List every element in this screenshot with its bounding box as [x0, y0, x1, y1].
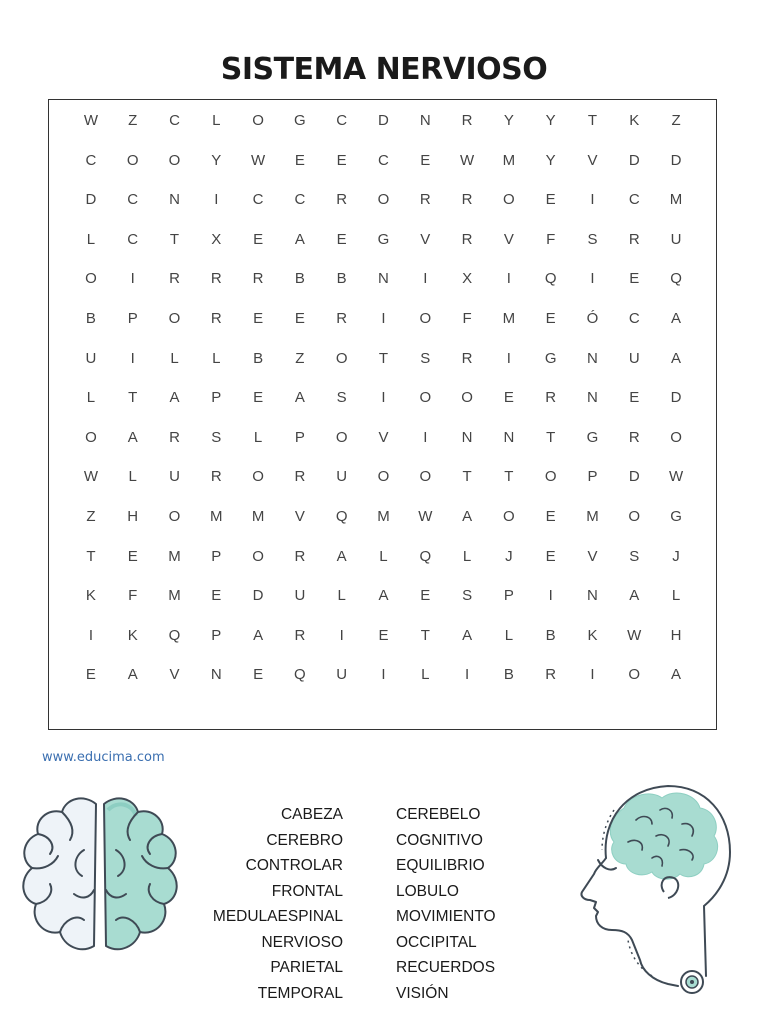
head-profile-icon: [556, 780, 732, 1000]
grid-letter[interactable]: O: [628, 666, 641, 684]
grid-letter[interactable]: S: [629, 547, 640, 565]
grid-letter[interactable]: C: [127, 191, 139, 209]
grid-letter[interactable]: M: [502, 309, 516, 327]
grid-letter[interactable]: M: [669, 191, 683, 209]
grid-letter[interactable]: S: [211, 428, 222, 446]
grid-letter[interactable]: E: [545, 547, 556, 565]
grid-letter[interactable]: W: [418, 507, 433, 525]
grid-letter[interactable]: L: [671, 587, 681, 605]
word-list-item: FRONTAL: [271, 882, 343, 900]
grid-letter[interactable]: E: [85, 666, 96, 684]
grid-letter[interactable]: E: [294, 309, 305, 327]
grid-letter[interactable]: E: [294, 151, 305, 169]
grid-letter[interactable]: E: [127, 547, 138, 565]
grid-letter[interactable]: O: [335, 428, 348, 446]
grid-letter[interactable]: S: [462, 587, 473, 605]
word-list-item: CABEZA: [280, 806, 343, 823]
grid-letter[interactable]: N: [169, 191, 180, 209]
grid-letter[interactable]: V: [587, 151, 598, 169]
grid-letter[interactable]: E: [336, 151, 347, 169]
grid-letter[interactable]: Q: [335, 507, 348, 525]
grid-letter[interactable]: G: [544, 349, 557, 367]
grid-letter[interactable]: M: [251, 507, 265, 525]
grid-letter[interactable]: L: [504, 626, 514, 644]
grid-letter[interactable]: B: [336, 270, 347, 288]
grid-letter[interactable]: N: [587, 389, 598, 407]
grid-letter[interactable]: P: [127, 309, 138, 327]
grid-letter[interactable]: I: [423, 270, 428, 288]
grid-letter[interactable]: E: [545, 309, 556, 327]
grid-letter[interactable]: T: [546, 428, 556, 446]
grid-letter[interactable]: A: [462, 626, 473, 644]
grid-letter[interactable]: O: [85, 270, 97, 288]
grid-letter[interactable]: I: [464, 666, 470, 684]
grid-letter[interactable]: S: [420, 349, 431, 367]
grid-letter[interactable]: B: [85, 309, 96, 327]
grid-letter[interactable]: L: [212, 112, 221, 129]
grid-letter[interactable]: L: [128, 468, 137, 486]
grid-letter[interactable]: U: [670, 230, 682, 248]
grid-letter[interactable]: W: [251, 151, 266, 169]
grid-letter[interactable]: U: [294, 587, 306, 605]
grid-letter[interactable]: Y: [545, 112, 556, 129]
grid-letter[interactable]: O: [461, 389, 473, 407]
grid-letter[interactable]: R: [336, 309, 348, 327]
grid-letter[interactable]: Q: [544, 270, 557, 288]
grid-letter[interactable]: D: [378, 112, 389, 129]
grid-letter[interactable]: T: [86, 547, 96, 565]
grid-letter[interactable]: S: [336, 389, 347, 407]
grid-letter[interactable]: O: [503, 191, 515, 209]
grid-letter[interactable]: R: [461, 349, 473, 367]
grid-letter[interactable]: B: [294, 270, 305, 288]
grid-letter[interactable]: P: [587, 468, 598, 486]
grid-letter[interactable]: I: [506, 270, 511, 288]
grid-letter[interactable]: D: [670, 151, 682, 169]
word-list-item: MOVIMIENTO: [396, 908, 496, 925]
grid-letter[interactable]: H: [127, 507, 139, 525]
grid-letter[interactable]: T: [128, 389, 138, 407]
grid-letter[interactable]: V: [378, 428, 389, 446]
grid-letter[interactable]: Q: [419, 547, 432, 565]
word-list-right: [396, 802, 556, 1006]
grid-letter[interactable]: Q: [670, 270, 682, 288]
grid-letter[interactable]: X: [211, 230, 222, 248]
grid-letter[interactable]: R: [545, 666, 557, 684]
grid-letter[interactable]: A: [462, 507, 473, 525]
grid-letter[interactable]: I: [214, 191, 219, 209]
grid-letter[interactable]: L: [337, 587, 346, 605]
grid-letter[interactable]: T: [378, 349, 389, 367]
grid-letter[interactable]: R: [461, 230, 473, 248]
grid-letter[interactable]: O: [252, 112, 264, 129]
grid-letter[interactable]: M: [502, 151, 516, 169]
grid-letter[interactable]: R: [294, 626, 306, 644]
grid-letter[interactable]: K: [85, 587, 96, 605]
grid-letter[interactable]: O: [419, 309, 432, 327]
grid-letter[interactable]: J: [505, 547, 513, 565]
grid-letter[interactable]: B: [545, 626, 556, 644]
grid-letter[interactable]: K: [629, 112, 640, 129]
grid-letter[interactable]: J: [672, 547, 680, 565]
grid-letter[interactable]: E: [253, 389, 264, 407]
word-list-item: NERVIOSO: [261, 933, 343, 951]
grid-letter[interactable]: E: [629, 270, 640, 288]
brain-icon: [14, 790, 186, 965]
grid-letter[interactable]: A: [671, 309, 682, 327]
grid-letter[interactable]: P: [211, 626, 222, 644]
grid-letter[interactable]: M: [168, 547, 181, 565]
grid-letter[interactable]: E: [253, 309, 264, 327]
grid-letter[interactable]: B: [253, 349, 264, 367]
grid-letter[interactable]: R: [210, 309, 222, 327]
grid-letter[interactable]: S: [587, 230, 598, 248]
grid-letter[interactable]: O: [628, 507, 641, 525]
grid-letter[interactable]: Z: [671, 112, 681, 129]
grid-letter[interactable]: E: [211, 587, 222, 605]
grid-letter[interactable]: L: [379, 547, 388, 565]
grid-letter[interactable]: G: [377, 230, 390, 248]
grid-letter[interactable]: G: [670, 507, 682, 525]
grid-letter[interactable]: E: [545, 191, 556, 209]
grid-letter[interactable]: Ó: [586, 309, 599, 327]
grid-letter[interactable]: R: [169, 270, 180, 288]
word-list-item: LOBULO: [396, 882, 459, 900]
grid-letter[interactable]: C: [127, 230, 139, 248]
grid-letter[interactable]: Q: [294, 666, 306, 684]
grid-letter[interactable]: D: [85, 191, 97, 209]
grid-letter[interactable]: N: [587, 349, 598, 367]
word-list-item: OCCIPITAL: [396, 933, 477, 951]
grid-letter[interactable]: W: [459, 151, 475, 169]
grid-letter[interactable]: L: [86, 230, 96, 248]
grid-letter[interactable]: E: [503, 389, 514, 407]
grid-letter[interactable]: U: [336, 666, 348, 684]
word-list-item: EQUILIBRIO: [396, 857, 485, 874]
grid-letter[interactable]: A: [336, 547, 347, 565]
grid-letter[interactable]: W: [83, 112, 98, 129]
grid-letter[interactable]: R: [628, 428, 640, 446]
grid-letter[interactable]: I: [590, 191, 595, 209]
grid-letter[interactable]: R: [210, 270, 222, 288]
grid-letter[interactable]: T: [504, 468, 514, 486]
grid-letter[interactable]: O: [377, 468, 390, 486]
grid-letter[interactable]: C: [85, 151, 97, 169]
grid-letter[interactable]: P: [211, 547, 222, 565]
grid-letter[interactable]: O: [85, 428, 97, 446]
grid-letter[interactable]: I: [339, 626, 344, 644]
grid-letter[interactable]: I: [130, 349, 135, 367]
grid-letter[interactable]: L: [170, 349, 179, 367]
grid-letter[interactable]: A: [169, 389, 180, 407]
grid-letter[interactable]: K: [127, 626, 138, 644]
grid-letter[interactable]: I: [130, 270, 135, 288]
grid-letter[interactable]: A: [378, 587, 389, 605]
grid-letter[interactable]: Q: [168, 626, 181, 644]
word-list-item: RECUERDOS: [396, 959, 496, 976]
grid-letter[interactable]: A: [671, 666, 682, 684]
grid-letter[interactable]: I: [590, 666, 595, 684]
grid-letter[interactable]: T: [587, 112, 598, 129]
grid-letter[interactable]: O: [544, 468, 557, 486]
grid-letter[interactable]: O: [252, 468, 264, 486]
word-list-item: VISIÓN: [396, 984, 449, 1002]
grid-letter[interactable]: R: [419, 191, 431, 209]
grid-letter[interactable]: N: [587, 587, 598, 605]
grid-letter[interactable]: A: [127, 428, 138, 446]
grid-letter[interactable]: D: [628, 468, 640, 486]
grid-letter[interactable]: P: [211, 389, 222, 407]
grid-letter[interactable]: L: [421, 666, 430, 684]
grid-letter[interactable]: R: [294, 547, 306, 565]
website-link[interactable]: www.educima.com: [42, 750, 165, 765]
grid-letter[interactable]: N: [419, 112, 431, 129]
grid-letter[interactable]: O: [252, 547, 264, 565]
grid-letter[interactable]: M: [210, 507, 223, 525]
grid-letter[interactable]: L: [253, 428, 263, 446]
grid-letter[interactable]: A: [294, 389, 305, 407]
grid-letter[interactable]: Y: [211, 151, 222, 169]
grid-letter[interactable]: O: [419, 468, 432, 486]
grid-letter[interactable]: V: [294, 507, 305, 525]
grid-letter[interactable]: R: [336, 191, 348, 209]
grid-letter[interactable]: H: [670, 626, 682, 644]
grid-letter[interactable]: K: [587, 626, 598, 644]
grid-letter[interactable]: I: [381, 309, 386, 327]
grid-letter[interactable]: C: [628, 191, 640, 209]
grid-letter[interactable]: D: [670, 389, 682, 407]
grid-letter[interactable]: C: [252, 191, 264, 209]
word-list-item: PARIETAL: [270, 959, 343, 976]
grid-letter[interactable]: E: [378, 626, 389, 644]
grid-letter[interactable]: M: [586, 507, 599, 525]
grid-letter[interactable]: D: [252, 587, 264, 605]
grid-letter[interactable]: O: [335, 349, 348, 367]
grid-letter[interactable]: M: [377, 507, 390, 525]
grid-letter[interactable]: A: [671, 349, 682, 367]
grid-letter[interactable]: A: [629, 587, 640, 605]
grid-letter[interactable]: L: [462, 547, 472, 565]
grid-letter[interactable]: V: [420, 230, 431, 248]
grid-letter[interactable]: T: [462, 468, 472, 486]
grid-letter[interactable]: R: [294, 468, 306, 486]
word-list-item: COGNITIVO: [396, 831, 483, 849]
grid-letter[interactable]: O: [168, 151, 181, 169]
grid-letter[interactable]: R: [545, 389, 557, 407]
grid-letter[interactable]: V: [169, 666, 180, 684]
grid-letter[interactable]: G: [586, 428, 599, 446]
word-list-item: CEREBELO: [396, 806, 481, 823]
grid-letter[interactable]: N: [461, 428, 473, 446]
grid-letter[interactable]: Z: [295, 349, 305, 367]
grid-letter[interactable]: A: [127, 666, 138, 684]
grid-letter[interactable]: N: [210, 666, 222, 684]
grid-letter[interactable]: R: [628, 230, 640, 248]
grid-letter[interactable]: C: [336, 112, 348, 129]
word-list-item: CEREBRO: [266, 831, 343, 849]
grid-letter[interactable]: E: [253, 666, 264, 684]
grid-letter[interactable]: F: [546, 230, 556, 248]
word-list-item: CONTROLAR: [245, 857, 343, 874]
grid-letter[interactable]: O: [168, 507, 181, 525]
grid-letter[interactable]: W: [668, 468, 684, 486]
grid-letter[interactable]: O: [377, 191, 390, 209]
grid-letter[interactable]: Z: [86, 507, 96, 525]
grid-letter[interactable]: I: [590, 270, 595, 288]
grid-letter[interactable]: N: [378, 270, 389, 288]
grid-letter[interactable]: E: [420, 587, 431, 605]
word-list-item: MEDULAESPINAL: [212, 908, 343, 925]
grid-letter[interactable]: B: [503, 666, 514, 684]
grid-letter[interactable]: E: [420, 151, 431, 169]
grid-letter[interactable]: I: [423, 428, 428, 446]
grid-letter[interactable]: Z: [128, 112, 138, 129]
grid-letter[interactable]: A: [294, 230, 305, 248]
word-list-item: TEMPORAL: [257, 984, 343, 1002]
grid-letter[interactable]: O: [126, 151, 139, 169]
grid-letter[interactable]: C: [294, 191, 306, 209]
grid-letter[interactable]: I: [506, 349, 511, 367]
grid-letter[interactable]: Y: [545, 151, 556, 169]
grid-letter[interactable]: I: [381, 389, 386, 407]
grid-letter[interactable]: W: [83, 468, 98, 486]
grid-letter[interactable]: C: [169, 112, 180, 129]
grid-letter[interactable]: X: [462, 270, 473, 288]
grid-letter[interactable]: Y: [503, 112, 514, 129]
grid-letter[interactable]: V: [587, 547, 598, 565]
grid-letter[interactable]: I: [381, 666, 386, 684]
grid-letter[interactable]: U: [336, 468, 348, 486]
grid-letter[interactable]: E: [253, 230, 264, 248]
grid-letter[interactable]: I: [548, 587, 553, 605]
word-list-left: [190, 802, 343, 1006]
grid-letter[interactable]: A: [253, 626, 264, 644]
grid-letter[interactable]: N: [503, 428, 515, 446]
grid-letter[interactable]: T: [169, 230, 180, 248]
grid-letter[interactable]: P: [503, 587, 514, 605]
grid-letter[interactable]: U: [628, 349, 640, 367]
grid-letter[interactable]: M: [168, 587, 181, 605]
grid-letter[interactable]: E: [545, 507, 556, 525]
grid-letter[interactable]: O: [670, 428, 682, 446]
grid-letter[interactable]: T: [420, 626, 430, 644]
grid-letter[interactable]: P: [294, 428, 305, 446]
page-title: SISTEMA NERVIOSO: [220, 52, 548, 87]
word-search-grid: [70, 112, 697, 715]
grid-letter[interactable]: V: [503, 230, 514, 248]
grid-letter[interactable]: R: [169, 428, 180, 446]
grid-letter[interactable]: O: [503, 507, 515, 525]
grid-letter[interactable]: U: [85, 349, 97, 367]
grid-letter[interactable]: F: [462, 309, 472, 327]
grid-letter[interactable]: F: [128, 587, 138, 605]
grid-letter[interactable]: D: [628, 151, 640, 169]
grid-letter[interactable]: R: [252, 270, 264, 288]
grid-letter[interactable]: R: [461, 191, 473, 209]
grid-letter[interactable]: R: [461, 112, 473, 129]
grid-letter[interactable]: I: [88, 626, 93, 644]
grid-letter[interactable]: O: [168, 309, 181, 327]
grid-letter[interactable]: W: [627, 626, 642, 644]
grid-letter[interactable]: E: [336, 230, 347, 248]
grid-letter[interactable]: U: [169, 468, 180, 486]
grid-letter[interactable]: O: [419, 389, 432, 407]
grid-letter[interactable]: L: [212, 349, 221, 367]
grid-letter[interactable]: C: [378, 151, 389, 169]
grid-letter[interactable]: E: [629, 389, 640, 407]
grid-letter[interactable]: L: [86, 389, 96, 407]
grid-letter[interactable]: C: [628, 309, 640, 327]
grid-letter[interactable]: R: [210, 468, 222, 486]
grid-letter[interactable]: G: [294, 112, 306, 129]
